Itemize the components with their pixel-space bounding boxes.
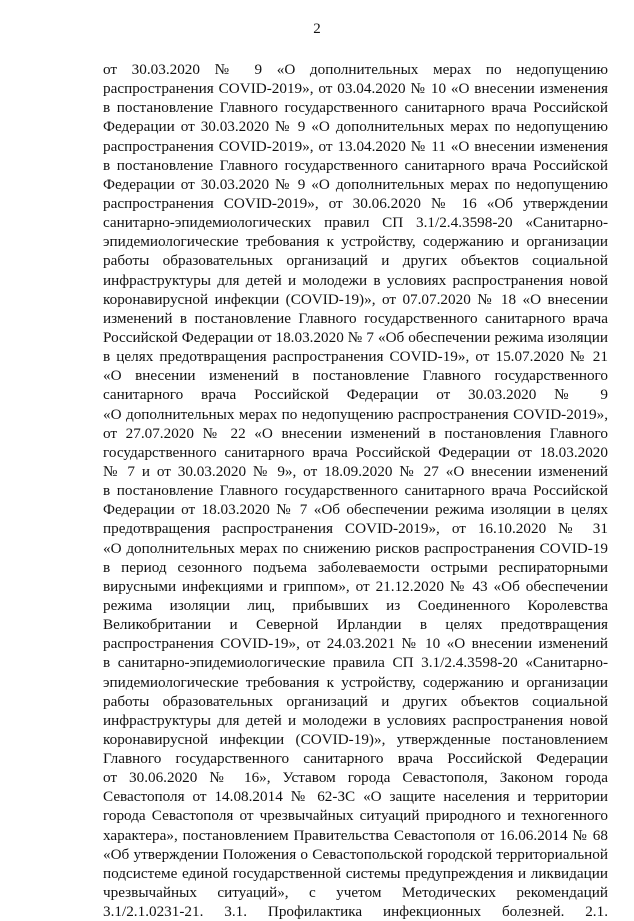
document-body-text [103, 60, 608, 921]
text-line: характера», постановлением Правительства Севастополя от 16.06.2014 № 68 [103, 826, 608, 844]
text-line: Федерации от 30.03.2020 № 9 «О дополнительных мерах по недопущению [103, 175, 608, 193]
text-line: «Об утверждении Положения о Севастопольской городской территориальной [103, 845, 608, 863]
text-line: Великобритании и Северной Ирландии в целях предотвращения [103, 616, 608, 634]
text-line: Российской Федерации от 18.03.2020 № 7 «Об обеспечении режима изоляции [103, 328, 608, 346]
text-line: от 27.07.2020 № 22 «О внесении изменений в постановления Главного [103, 424, 608, 442]
text-line: подсистеме единой государственной системы предупреждения и ликвидации [103, 864, 608, 882]
text-line: чрезвычайных ситуаций», с учетом Методических рекомендаций [103, 884, 608, 902]
text-line: эпидемиологические требования к устройству, содержанию и организации [103, 673, 608, 691]
text-line: эпидемиологические требования к устройству, содержанию и организации [103, 233, 608, 251]
text-line: «О дополнительных мерах по снижению рисков распространения COVID-19 [103, 539, 608, 557]
text-line: 3.1/2.1.0231-21. 3.1. Профилактика инфекционных болезней. 2.1. [103, 903, 608, 921]
text-line: Севастополя от 14.08.2014 № 62-ЗС «О защите населения и территории [103, 788, 608, 806]
text-line: государственного санитарного врача Российской Федерации от 18.03.2020 [103, 443, 608, 461]
text-line: распространения COVID-2019», от 13.04.2020 № 11 «О внесении изменения [103, 137, 608, 155]
text-line: Главного государственного санитарного врача Российской Федерации [103, 750, 608, 768]
text-line: режима изоляции лиц, прибывших из Соединенного Королевства [103, 596, 608, 614]
text-line: в постановление Главного государственного санитарного врача Российской [103, 156, 608, 174]
text-line: работы образовательных организаций и других объектов социальной [103, 252, 608, 270]
text-line: Федерации от 30.03.2020 № 9 «О дополнительных мерах по недопущению [103, 118, 608, 136]
text-line: Федерации от 18.03.2020 № 7 «Об обеспечении режима изоляции в целях [103, 501, 608, 519]
text-line: «О внесении изменений в постановление Главного государственного [103, 367, 608, 385]
text-line: города Севастополя от чрезвычайных ситуаций природного и техногенного [103, 807, 608, 825]
text-line: «О дополнительных мерах по недопущению распространения COVID-2019», [103, 405, 608, 423]
text-line: санитарного врача Российской Федерации от 30.03.2020 № 9 [103, 386, 608, 404]
text-line: работы образовательных организаций и других объектов социальной [103, 692, 608, 710]
text-line: распространения COVID-2019», от 03.04.2020 № 10 «О внесении изменения [103, 80, 608, 98]
text-line: в период сезонного подъема заболеваемости острыми респираторными [103, 558, 608, 576]
text-line: вирусными инфекциями и гриппом», от 21.12.2020 № 43 «Об обеспечении [103, 577, 608, 595]
text-line: № 7 и от 30.03.2020 № 9», от 18.09.2020 № 27 «О внесении изменений [103, 462, 608, 480]
text-line: предотвращения распространения COVID-2019», от 16.10.2020 № 31 [103, 520, 608, 538]
text-line: в постановление Главного государственного санитарного врача Российской [103, 99, 608, 117]
text-line: в постановление Главного государственного санитарного врача Российской [103, 482, 608, 500]
text-line: в санитарно-эпидемиологические правила СП 3.1/2.4.3598-20 «Санитарно- [103, 654, 608, 672]
text-line: распространения COVID-19», от 24.03.2021 № 10 «О внесении изменений [103, 635, 608, 653]
text-line: коронавирусной инфекции (COVID-19)», утвержденные постановлением [103, 730, 608, 748]
text-line: санитарно-эпидемиологических правил СП 3.1/2.4.3598-20 «Санитарно- [103, 214, 608, 232]
text-line: от 30.03.2020 № 9 «О дополнительных мерах по недопущению [103, 61, 608, 78]
page-number: 2 [313, 21, 321, 37]
text-line: инфраструктуры для детей и молодежи в условиях распространения новой [103, 711, 608, 729]
text-line: от 30.06.2020 № 16», Уставом города Севастополя, Законом города [103, 769, 608, 787]
text-line: в целях предотвращения распространения COVID-19», от 15.07.2020 № 21 [103, 348, 608, 366]
text-line: инфраструктуры для детей и молодежи в условиях распространения новой [103, 271, 608, 289]
text-line: изменений в постановление Главного государственного санитарного врача [103, 309, 608, 327]
text-line: коронавирусной инфекции (COVID-19)», от 07.07.2020 № 18 «О внесении [103, 290, 608, 308]
text-line: распространения COVID-2019», от 30.06.2020 № 16 «Об утверждении [103, 194, 608, 212]
